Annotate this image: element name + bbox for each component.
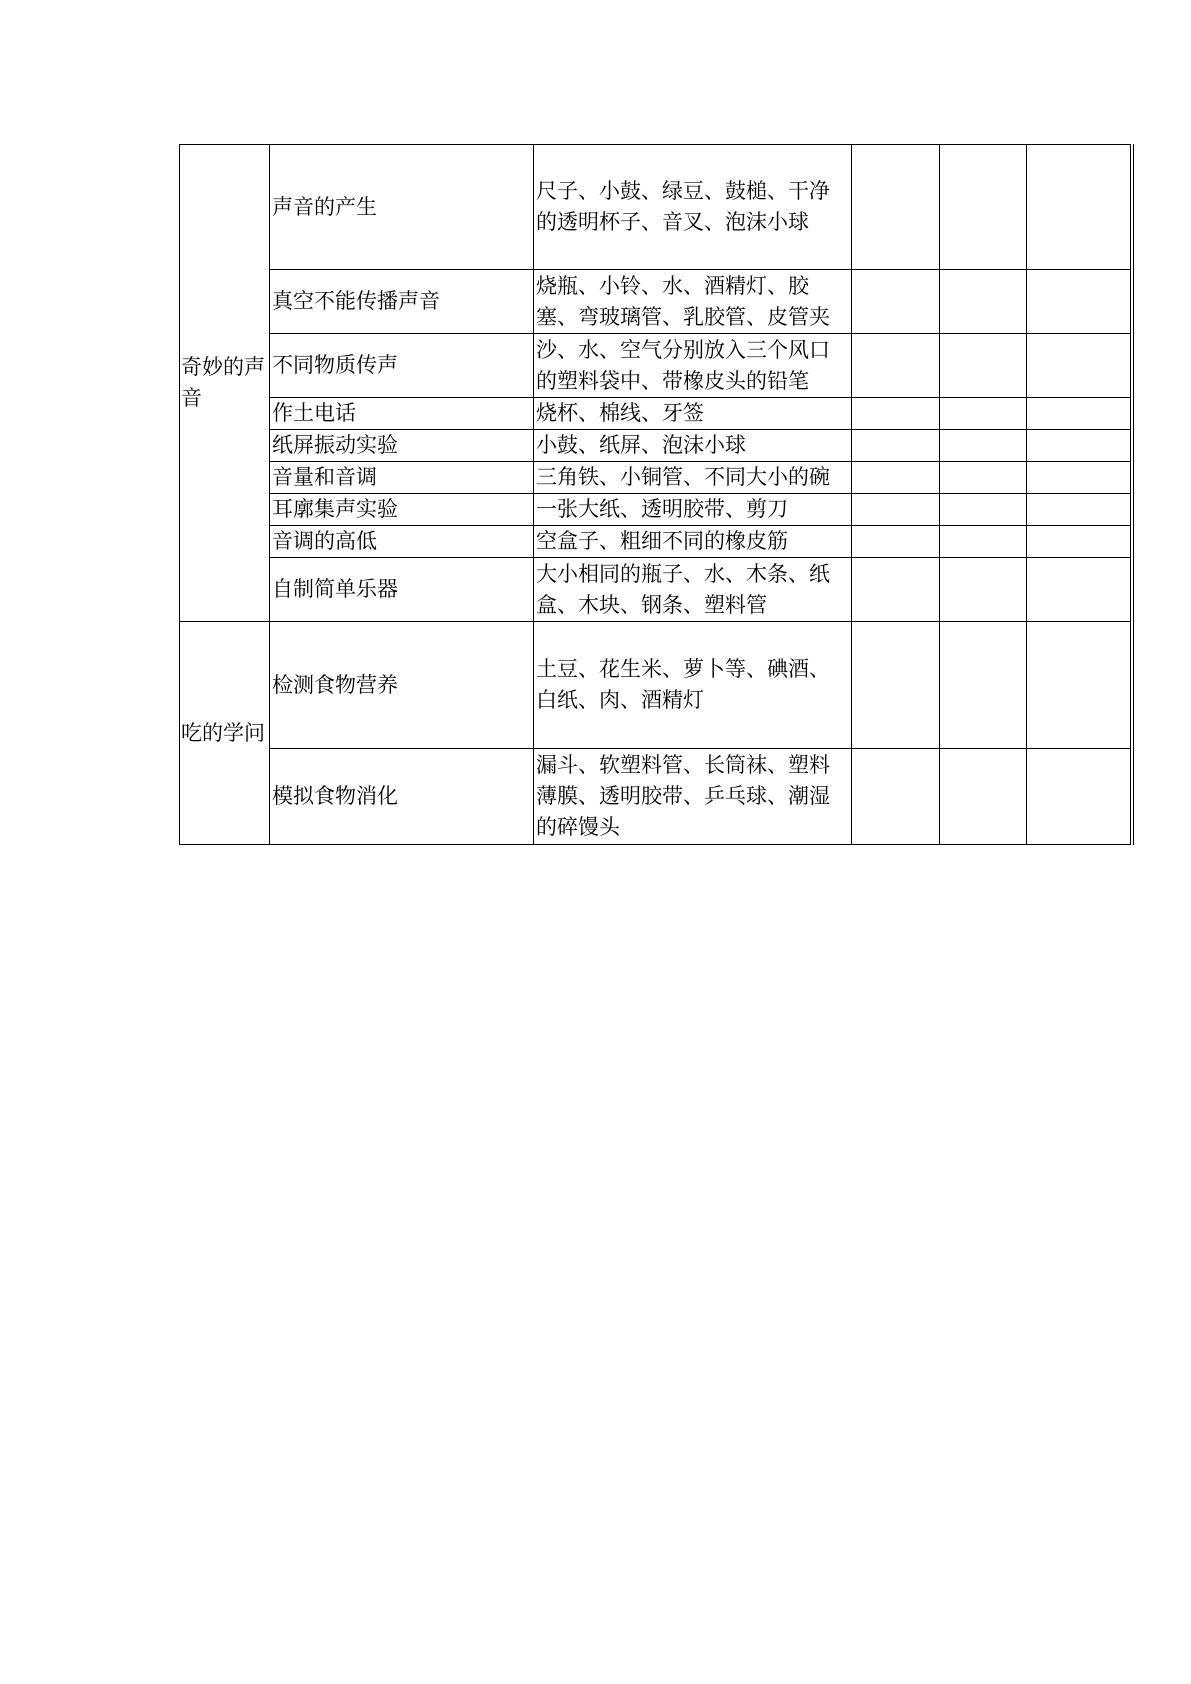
empty-cell — [1027, 749, 1132, 845]
empty-cell — [852, 749, 940, 845]
experiment-cell: 不同物质传声 — [270, 334, 534, 398]
empty-cell — [1027, 145, 1132, 270]
table-row — [180, 270, 1132, 334]
empty-cell — [1027, 526, 1132, 558]
empty-cell — [940, 558, 1027, 622]
table-row — [180, 494, 1132, 526]
empty-cell — [940, 145, 1027, 270]
materials-cell: 烧杯、棉线、牙签 — [534, 398, 852, 430]
table-row — [180, 398, 1132, 430]
table-row — [180, 558, 1132, 622]
table-row — [180, 430, 1132, 462]
empty-cell — [1027, 494, 1132, 526]
empty-cell — [940, 270, 1027, 334]
experiment-cell: 耳廓集声实验 — [270, 494, 534, 526]
empty-cell — [852, 494, 940, 526]
empty-cell — [940, 430, 1027, 462]
experiment-cell: 音量和音调 — [270, 462, 534, 494]
experiment-cell: 检测食物营养 — [270, 622, 534, 749]
experiment-cell: 声音的产生 — [270, 145, 534, 270]
table-row — [180, 526, 1132, 558]
materials-cell: 三角铁、小铜管、不同大小的碗 — [534, 462, 852, 494]
experiment-cell: 真空不能传播声音 — [270, 270, 534, 334]
table-row — [180, 622, 1132, 749]
empty-cell — [1027, 334, 1132, 398]
empty-cell — [940, 526, 1027, 558]
empty-cell — [940, 462, 1027, 494]
materials-cell: 小鼓、纸屏、泡沫小球 — [534, 430, 852, 462]
empty-cell — [852, 145, 940, 270]
experiment-materials-table — [179, 144, 1134, 845]
experiment-cell: 自制简单乐器 — [270, 558, 534, 622]
empty-cell — [940, 334, 1027, 398]
empty-cell — [852, 558, 940, 622]
empty-cell — [852, 462, 940, 494]
table-row — [180, 462, 1132, 494]
unit-cell: 奇妙的声音 — [180, 145, 270, 622]
experiment-cell: 音调的高低 — [270, 526, 534, 558]
experiment-cell: 作土电话 — [270, 398, 534, 430]
empty-cell — [1027, 558, 1132, 622]
materials-cell: 大小相同的瓶子、水、木条、纸盒、木块、钢条、塑料管 — [534, 558, 852, 622]
empty-cell — [940, 398, 1027, 430]
table-row — [180, 145, 1132, 270]
empty-cell — [940, 622, 1027, 749]
empty-cell — [852, 398, 940, 430]
empty-cell — [852, 270, 940, 334]
table-row — [180, 334, 1132, 398]
empty-cell — [852, 526, 940, 558]
empty-cell — [1027, 622, 1132, 749]
unit-cell: 吃的学问 — [180, 622, 270, 845]
materials-cell: 漏斗、软塑料管、长筒袜、塑料薄膜、透明胶带、乒乓球、潮湿的碎馒头 — [534, 749, 852, 845]
table-row — [180, 749, 1132, 845]
empty-cell — [852, 334, 940, 398]
empty-cell — [852, 430, 940, 462]
empty-cell — [940, 749, 1027, 845]
materials-cell: 空盒子、粗细不同的橡皮筋 — [534, 526, 852, 558]
empty-cell — [1027, 462, 1132, 494]
experiment-cell: 模拟食物消化 — [270, 749, 534, 845]
empty-cell — [1027, 270, 1132, 334]
empty-cell — [940, 494, 1027, 526]
materials-cell: 土豆、花生米、萝卜等、碘酒、白纸、肉、酒精灯 — [534, 622, 852, 749]
materials-cell: 一张大纸、透明胶带、剪刀 — [534, 494, 852, 526]
materials-cell: 烧瓶、小铃、水、酒精灯、胶塞、弯玻璃管、乳胶管、皮管夹 — [534, 270, 852, 334]
materials-cell: 沙、水、空气分别放入三个风口的塑料袋中、带橡皮头的铅笔 — [534, 334, 852, 398]
empty-cell — [1027, 398, 1132, 430]
materials-cell: 尺子、小鼓、绿豆、鼓槌、干净的透明杯子、音叉、泡沫小球 — [534, 145, 852, 270]
experiment-cell: 纸屏振动实验 — [270, 430, 534, 462]
empty-cell — [852, 622, 940, 749]
empty-cell — [1027, 430, 1132, 462]
